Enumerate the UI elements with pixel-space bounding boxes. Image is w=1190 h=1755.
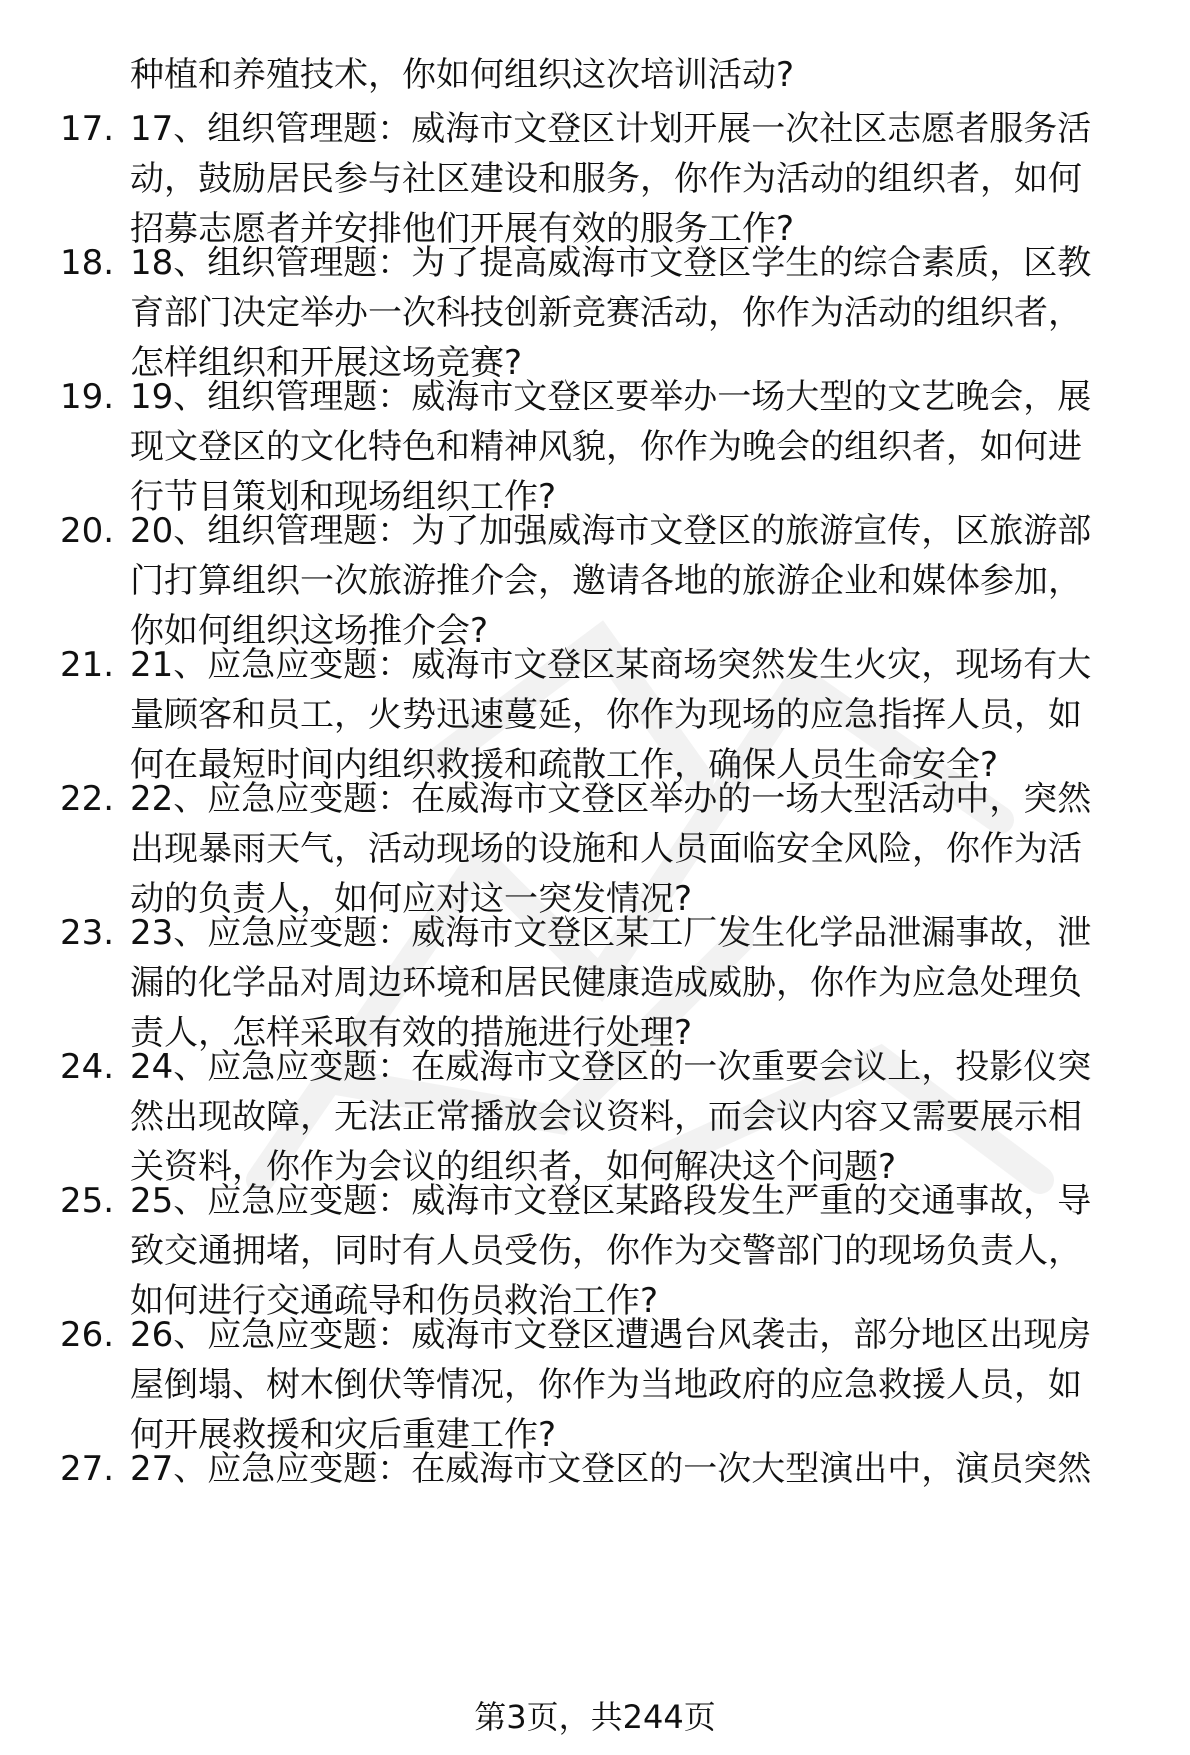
item-line: 21、应急应变题：威海市文登区某商场突然发生火灾，现场有大: [130, 645, 1092, 685]
item-text: [130, 774, 1155, 924]
item-line: 关资料，你作为会议的组织者，如何解决这个问题?: [130, 1147, 897, 1187]
item-line: 行节目策划和现场组织工作?: [130, 477, 557, 517]
item-text: [130, 1310, 1155, 1460]
item-line: 屋倒塌、树木倒伏等情况，你作为当地政府的应急救援人员，如: [130, 1365, 1082, 1405]
item-line: 动的负责人，如何应对这一突发情况?: [130, 879, 693, 919]
item-number: 24.: [60, 1047, 115, 1087]
item-number: 25.: [60, 1181, 115, 1221]
item-number: 23.: [60, 913, 115, 953]
item-line: 然出现故障，无法正常播放会议资料，而会议内容又需要展示相: [130, 1097, 1082, 1137]
item-line: 18、组织管理题：为了提高威海市文登区学生的综合素质，区教: [130, 243, 1092, 283]
item-number: 21.: [60, 645, 115, 685]
item-line: 何在最短时间内组织救援和疏散工作，确保人员生命安全?: [130, 745, 999, 785]
item-line: 25、应急应变题：威海市文登区某路段发生严重的交通事故，导: [130, 1181, 1092, 1221]
item-line: 24、应急应变题：在威海市文登区的一次重要会议上，投影仪突: [130, 1047, 1092, 1087]
item-line: 怎样组织和开展这场竞赛?: [130, 343, 523, 383]
item-line: 17、组织管理题：威海市文登区计划开展一次社区志愿者服务活: [130, 109, 1092, 149]
item-line: 何开展救援和灾后重建工作?: [130, 1415, 557, 1455]
item-line: 19、组织管理题：威海市文登区要举办一场大型的文艺晚会，展: [130, 377, 1092, 417]
item-line: 如何进行交通疏导和伤员救治工作?: [130, 1281, 659, 1321]
item-line: 26、应急应变题：威海市文登区遭遇台风袭击，部分地区出现房: [130, 1315, 1092, 1355]
item-line: 出现暴雨天气，活动现场的设施和人员面临安全风险，你作为活: [130, 829, 1082, 869]
item-line: 责人，怎样采取有效的措施进行处理?: [130, 1013, 693, 1053]
item-line: 20、组织管理题：为了加强威海市文登区的旅游宣传，区旅游部: [130, 511, 1092, 551]
page-footer: 第3页，共244页: [474, 1698, 716, 1736]
item-line: 招募志愿者并安排他们开展有效的服务工作?: [130, 209, 795, 249]
item-text: [130, 908, 1155, 1058]
item-number: 26.: [60, 1315, 115, 1355]
item-line: 致交通拥堵，同时有人员受伤，你作为交警部门的现场负责人，: [130, 1231, 1082, 1271]
item-number: 18.: [60, 243, 115, 283]
item-text: [130, 104, 1155, 254]
item-text: [130, 1444, 1155, 1494]
item-text: [130, 372, 1155, 522]
item-text: [130, 1176, 1155, 1326]
item-line: 22、应急应变题：在威海市文登区举办的一场大型活动中，突然: [130, 779, 1092, 819]
item-text: [130, 238, 1155, 388]
item-line: 门打算组织一次旅游推介会，邀请各地的旅游企业和媒体参加，: [130, 561, 1082, 601]
item-text: [130, 1042, 1155, 1192]
item-line: 现文登区的文化特色和精神风貌，你作为晚会的组织者，如何进: [130, 427, 1082, 467]
item-text: [130, 506, 1155, 656]
item-number: 27.: [60, 1449, 115, 1489]
item-line: 动，鼓励居民参与社区建设和服务，你作为活动的组织者，如何: [130, 159, 1082, 199]
item-line: 23、应急应变题：威海市文登区某工厂发生化学品泄漏事故，泄: [130, 913, 1092, 953]
item-number: 22.: [60, 779, 115, 819]
item-line: 漏的化学品对周边环境和居民健康造成威胁，你作为应急处理负: [130, 963, 1082, 1003]
item-text: [130, 640, 1155, 790]
continuation-text: 种植和养殖技术，你如何组织这次培训活动?: [130, 55, 795, 95]
item-line: 你如何组织这场推介会?: [130, 611, 489, 651]
item-number: 17.: [60, 109, 115, 149]
item-line: 27、应急应变题：在威海市文登区的一次大型演出中，演员突然: [130, 1449, 1092, 1489]
item-number: 20.: [60, 511, 115, 551]
item-number: 19.: [60, 377, 115, 417]
item-line: 育部门决定举办一次科技创新竞赛活动，你作为活动的组织者，: [130, 293, 1082, 333]
item-line: 量顾客和员工，火势迅速蔓延，你作为现场的应急指挥人员，如: [130, 695, 1082, 735]
